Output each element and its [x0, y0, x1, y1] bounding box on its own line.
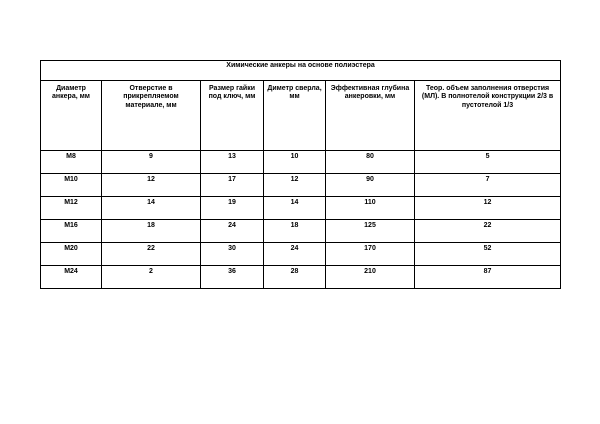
cell-drill-diameter [264, 151, 326, 174]
cell-anchoring-depth [326, 151, 415, 174]
cell-value: 170 [364, 245, 376, 252]
cell-nut-size [201, 266, 264, 289]
cell-value: 24 [228, 222, 236, 229]
table-title: Химические анкеры на основе полиэстера [226, 62, 375, 69]
cell-anchor-diameter [41, 197, 102, 220]
cell-value: 12 [290, 176, 299, 183]
table-row [41, 220, 561, 243]
cell-value: 18 [290, 222, 299, 229]
cell-nut-size [201, 220, 264, 243]
cell-value: 22 [147, 245, 155, 252]
cell-anchoring-depth [326, 220, 415, 243]
cell-value: M12 [64, 199, 78, 206]
cell-anchoring-depth [326, 243, 415, 266]
cell-nut-size [201, 174, 264, 197]
cell-fill-volume [415, 243, 561, 266]
cell-drill-diameter [264, 266, 326, 289]
header-cell-nut-size [201, 81, 264, 151]
cell-nut-size [201, 197, 264, 220]
cell-drill-diameter [264, 174, 326, 197]
cell-nut-size [201, 151, 264, 174]
cell-anchoring-depth [326, 197, 415, 220]
cell-value: 9 [149, 153, 153, 160]
cell-hole-in-material [102, 266, 201, 289]
table-row [41, 197, 561, 220]
cell-nut-size [201, 243, 264, 266]
cell-fill-volume [415, 220, 561, 243]
table-title-row [41, 61, 561, 81]
cell-value: 10 [290, 153, 299, 160]
anchor-spec-table [40, 60, 561, 289]
cell-drill-diameter [264, 197, 326, 220]
cell-value: 52 [483, 245, 492, 252]
table-row [41, 151, 561, 174]
cell-hole-in-material [102, 197, 201, 220]
cell-value: M20 [64, 245, 78, 252]
cell-value: 13 [228, 153, 236, 160]
cell-value: 125 [364, 222, 376, 229]
table-row [41, 174, 561, 197]
table-row [41, 243, 561, 266]
cell-value: 12 [147, 176, 155, 183]
cell-value: 17 [228, 176, 236, 183]
header-cell-anchoring-depth [326, 81, 415, 151]
table-title-cell [41, 61, 561, 81]
cell-value: 14 [290, 199, 299, 206]
header-label: Диаметр анкера, мм [52, 85, 90, 101]
cell-value: 7 [485, 176, 490, 183]
header-label: Диметр сверла, мм [267, 85, 322, 101]
cell-hole-in-material [102, 151, 201, 174]
cell-value: 28 [290, 268, 299, 275]
cell-value: 22 [483, 222, 492, 229]
cell-value: 80 [366, 153, 374, 160]
cell-value: 210 [364, 268, 376, 275]
cell-value: 24 [290, 245, 299, 252]
cell-hole-in-material [102, 220, 201, 243]
cell-drill-diameter [264, 220, 326, 243]
cell-value: 110 [364, 199, 376, 206]
cell-fill-volume [415, 174, 561, 197]
cell-drill-diameter [264, 243, 326, 266]
cell-value: M24 [64, 268, 78, 275]
cell-value: M8 [66, 153, 76, 160]
header-label: Эффективная глубина анкеровки, мм [330, 85, 410, 101]
cell-anchoring-depth [326, 266, 415, 289]
cell-hole-in-material [102, 243, 201, 266]
header-label: Размер гайки под ключ, мм [208, 85, 256, 101]
cell-value: 2 [149, 268, 153, 275]
cell-anchoring-depth [326, 174, 415, 197]
cell-value: M10 [64, 176, 78, 183]
cell-fill-volume [415, 151, 561, 174]
table-body [41, 151, 561, 289]
cell-anchor-diameter [41, 266, 102, 289]
header-cell-hole-in-material [102, 81, 201, 151]
header-cell-drill-diameter [264, 81, 326, 151]
header-cell-fill-volume [415, 81, 561, 151]
cell-fill-volume [415, 197, 561, 220]
header-label: Теор. объем заполнения отверстия (МЛ). В полнотелой конструкции 2/3 в пустотелой 1/3 [421, 85, 554, 109]
cell-value: 36 [228, 268, 236, 275]
cell-value: 19 [228, 199, 236, 206]
cell-anchor-diameter [41, 220, 102, 243]
cell-value: 90 [366, 176, 374, 183]
cell-hole-in-material [102, 174, 201, 197]
cell-value: 5 [485, 153, 490, 160]
header-cell-anchor-diameter [41, 81, 102, 151]
cell-fill-volume [415, 266, 561, 289]
cell-anchor-diameter [41, 243, 102, 266]
table-row [41, 266, 561, 289]
cell-value: M16 [64, 222, 78, 229]
cell-value: 14 [147, 199, 155, 206]
cell-value: 30 [228, 245, 236, 252]
cell-anchor-diameter [41, 151, 102, 174]
cell-value: 18 [147, 222, 155, 229]
table-header-row [41, 81, 561, 151]
header-label: Отверстие в прикрепляемом материале, мм [123, 85, 179, 109]
cell-anchor-diameter [41, 174, 102, 197]
cell-value: 12 [483, 199, 492, 206]
cell-value: 87 [483, 268, 492, 275]
